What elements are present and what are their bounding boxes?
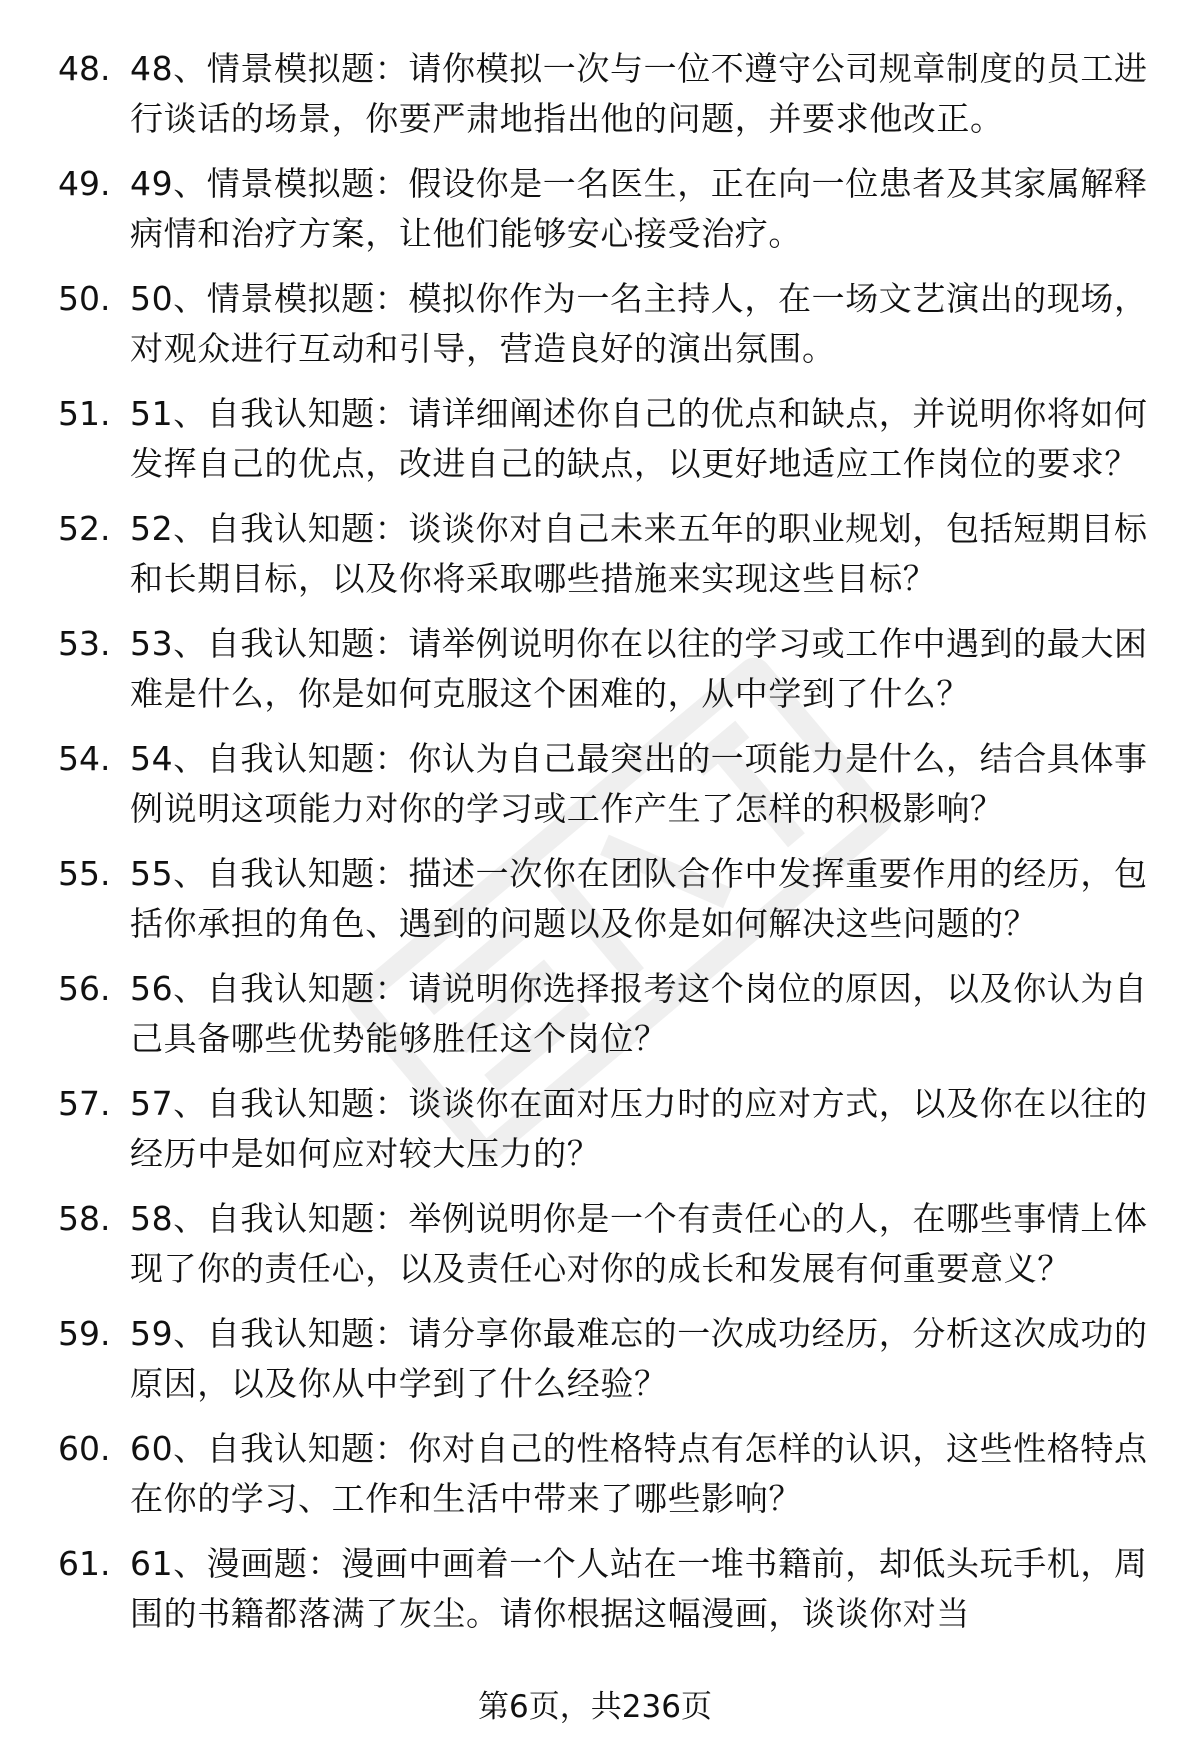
- item-text: 53、自我认知题：请举例说明你在以往的学习或工作中遇到的最大困难是什么，你是如何克服这个困难的，从中学到了什么？: [130, 624, 1148, 713]
- list-item: [58, 159, 1158, 259]
- item-number: 57.: [58, 1084, 111, 1123]
- item-number: 60.: [58, 1429, 111, 1468]
- item-text: 59、自我认知题：请分享你最难忘的一次成功经历，分析这次成功的原因，以及你从中学到了什么经验？: [130, 1314, 1148, 1403]
- item-text: 60、自我认知题：你对自己的性格特点有怎样的认识，这些性格特点在你的学习、工作和生活中带来了哪些影响？: [130, 1429, 1148, 1518]
- list-item: [58, 389, 1158, 489]
- item-number: 51.: [58, 394, 111, 433]
- item-text: 57、自我认知题：谈谈你在面对压力时的应对方式，以及你在以往的经历中是如何应对较大压力的？: [130, 1084, 1148, 1173]
- item-text: 61、漫画题：漫画中画着一个人站在一堆书籍前，却低头玩手机，周围的书籍都落满了灰尘。请你根据这幅漫画，谈谈你对当: [130, 1544, 1148, 1633]
- list-item: [58, 849, 1158, 949]
- list-item: [58, 504, 1158, 604]
- item-text: 49、情景模拟题：假设你是一名医生，正在向一位患者及其家属解释病情和治疗方案，让他们能够安心接受治疗。: [130, 164, 1148, 253]
- item-number: 55.: [58, 854, 111, 893]
- item-text: 54、自我认知题：你认为自己最突出的一项能力是什么，结合具体事例说明这项能力对你的学习或工作产生了怎样的积极影响？: [130, 739, 1148, 828]
- item-text: 48、情景模拟题：请你模拟一次与一位不遵守公司规章制度的员工进行谈话的场景，你要严肃地指出他的问题，并要求他改正。: [130, 49, 1148, 138]
- list-item: [58, 1424, 1158, 1524]
- item-text: 51、自我认知题：请详细阐述你自己的优点和缺点，并说明你将如何发挥自己的优点，改进自己的缺点，以更好地适应工作岗位的要求？: [130, 394, 1148, 483]
- list-item: [58, 1079, 1158, 1179]
- item-number: 48.: [58, 49, 111, 88]
- item-number: 59.: [58, 1314, 111, 1353]
- page-footer: 第6页，共236页: [478, 1689, 712, 1725]
- item-number: 58.: [58, 1199, 111, 1238]
- list-item: [58, 619, 1158, 719]
- item-text: 55、自我认知题：描述一次你在团队合作中发挥重要作用的经历，包括你承担的角色、遇到的问题以及你是如何解决这些问题的？: [130, 854, 1148, 943]
- item-number: 56.: [58, 969, 111, 1008]
- list-item: [58, 44, 1158, 144]
- list-item: [58, 274, 1158, 374]
- list-item: [58, 964, 1158, 1064]
- item-text: 52、自我认知题：谈谈你对自己未来五年的职业规划，包括短期目标和长期目标，以及你将采取哪些措施来实现这些目标？: [130, 509, 1148, 598]
- item-number: 61.: [58, 1544, 111, 1583]
- list-item: [58, 1309, 1158, 1409]
- item-text: 50、情景模拟题：模拟你作为一名主持人，在一场文艺演出的现场，对观众进行互动和引导，营造良好的演出氛围。: [130, 279, 1148, 368]
- item-text: 56、自我认知题：请说明你选择报考这个岗位的原因，以及你认为自己具备哪些优势能够胜任这个岗位？: [130, 969, 1148, 1058]
- question-list: [58, 44, 1158, 1654]
- list-item: [58, 1539, 1158, 1639]
- list-item: [58, 734, 1158, 834]
- item-text: 58、自我认知题：举例说明你是一个有责任心的人，在哪些事情上体现了你的责任心，以及责任心对你的成长和发展有何重要意义？: [130, 1199, 1148, 1288]
- list-item: [58, 1194, 1158, 1294]
- item-number: 54.: [58, 739, 111, 778]
- item-number: 53.: [58, 624, 111, 663]
- item-number: 52.: [58, 509, 111, 548]
- item-number: 50.: [58, 279, 111, 318]
- item-number: 49.: [58, 164, 111, 203]
